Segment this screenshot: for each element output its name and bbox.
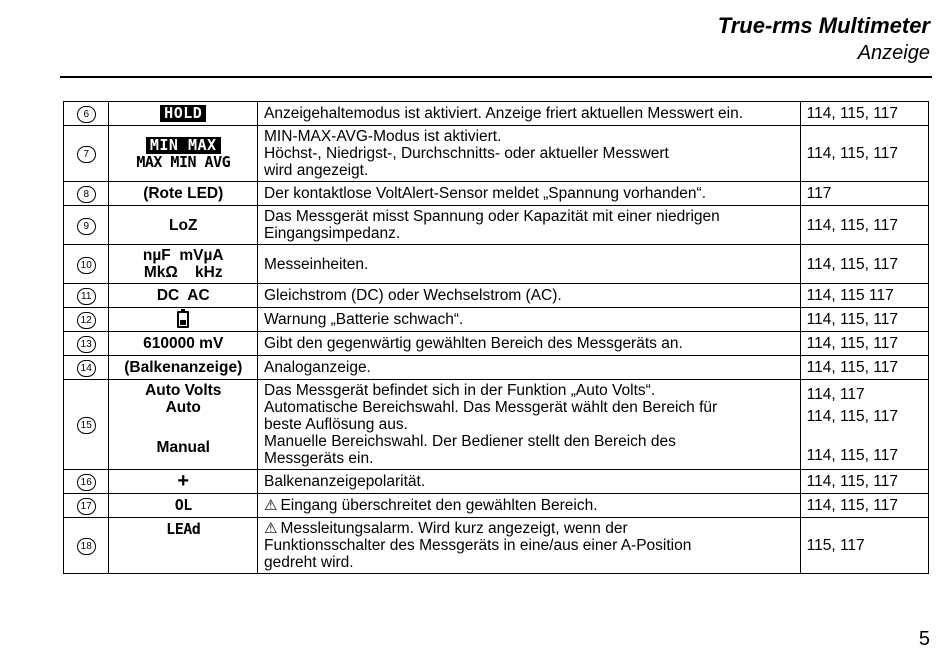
row-number: 18 — [77, 538, 96, 555]
desc-line: Das Messgerät befindet sich in der Funktion „Auto Volts“. — [264, 382, 656, 399]
row-number: 11 — [77, 288, 96, 305]
row-symbol — [109, 380, 258, 470]
row-models: 117 — [800, 182, 928, 206]
warning-icon: ⚠ — [264, 520, 278, 537]
row-description: Messeinheiten. — [258, 245, 801, 284]
maxminavg-symbol: MAX MIN AVG — [136, 152, 231, 171]
row-symbol: (Rote LED) — [109, 182, 258, 206]
row-description: Balkenanzeigepolarität. — [258, 470, 801, 494]
document-title: True-rms Multimeter — [717, 13, 930, 38]
table-row — [64, 494, 929, 518]
table-row — [64, 284, 929, 308]
header-rule — [60, 76, 932, 78]
page-number: 5 — [918, 628, 930, 650]
row-symbol: DC AC — [109, 284, 258, 308]
table-row — [64, 182, 929, 206]
row-number: 8 — [77, 186, 96, 203]
row-description: Gleichstrom (DC) oder Wechselstrom (AC). — [258, 284, 801, 308]
desc-line: Messgeräts ein. — [264, 450, 374, 467]
row-number: 14 — [77, 360, 96, 377]
row-models — [800, 380, 928, 470]
row-models: 115, 117 — [800, 518, 928, 574]
polarity-symbol: + — [177, 469, 190, 492]
desc-line: Das Messgerät misst Spannung oder Kapazität mit einer niedrigen — [264, 208, 720, 225]
units-line: MkΩ kHz — [143, 264, 223, 281]
row-description: Anzeigehaltemodus ist aktiviert. Anzeige friert aktuellen Messwert ein. — [258, 102, 801, 126]
table-row — [64, 332, 929, 356]
row-number: 12 — [77, 312, 96, 329]
desc-line: Automatische Bereichswahl. Das Messgerät wählt den Bereich für — [264, 399, 718, 416]
models-line: 114, 115, 117 — [806, 447, 898, 464]
table-row — [64, 206, 929, 245]
row-description — [258, 380, 801, 470]
row-models: 114, 115, 117 — [800, 470, 928, 494]
models-line: 114, 115, 117 — [806, 408, 898, 425]
table-row — [64, 380, 929, 470]
row-models: 114, 115 117 — [800, 284, 928, 308]
row-description: Warnung „Batterie schwach“. — [258, 308, 801, 332]
units-line: nµF mVµA — [142, 247, 224, 264]
row-number: 9 — [77, 218, 96, 235]
row-description: Der kontaktlose VoltAlert-Sensor meldet „Spannung vorhanden“. — [258, 182, 801, 206]
row-symbol: (Balkenanzeige) — [109, 356, 258, 380]
lead-symbol: LEAd — [166, 520, 201, 538]
row-description — [258, 518, 801, 574]
desc-line: gedreht wird. — [264, 554, 354, 571]
section-title: Anzeige — [857, 42, 930, 64]
table-row — [64, 102, 929, 126]
row-models: 114, 115, 117 — [800, 206, 928, 245]
table-row — [64, 470, 929, 494]
row-models: 114, 115, 117 — [800, 102, 928, 126]
row-models: 114, 115, 117 — [800, 126, 928, 182]
row-models: 114, 115, 117 — [800, 356, 928, 380]
symbol-line: Auto — [165, 399, 201, 416]
row-number: 16 — [77, 474, 96, 491]
desc-line: Funktionsschalter des Messgeräts in eine/aus einer A-Position — [264, 537, 692, 554]
row-symbol: LoZ — [109, 206, 258, 245]
row-description: Gibt den gegenwärtig gewählten Bereich des Messgeräts an. — [258, 332, 801, 356]
desc-line: Höchst-, Niedrigst-, Durchschnitts- oder aktueller Messwert — [264, 145, 669, 162]
desc-line: wird angezeigt. — [264, 162, 369, 179]
desc-line — [264, 520, 794, 537]
desc-line: MIN-MAX-AVG-Modus ist aktiviert. — [264, 128, 502, 145]
row-models: 114, 115, 117 — [800, 308, 928, 332]
row-number: 15 — [77, 417, 96, 434]
display-table — [63, 101, 929, 574]
desc-text: Messleitungsalarm. Wird kurz angezeigt, wenn der — [280, 520, 628, 537]
table-row — [64, 356, 929, 380]
row-symbol — [109, 245, 258, 284]
warning-icon: ⚠ — [264, 497, 278, 514]
row-description — [258, 206, 801, 245]
table-row — [64, 518, 929, 574]
row-models: 114, 115, 117 — [800, 332, 928, 356]
table-row — [64, 126, 929, 182]
row-models: 114, 115, 117 — [800, 245, 928, 284]
row-number: 7 — [77, 146, 96, 163]
symbol-line: Manual — [156, 439, 210, 456]
hold-symbol: HOLD — [160, 105, 206, 122]
minmax-symbol: MIN MAX — [146, 137, 221, 154]
row-number: 17 — [77, 498, 96, 515]
desc-line: Eingangsimpedanz. — [264, 225, 401, 242]
desc-line: Manuelle Bereichswahl. Der Bediener stellt den Bereich des — [264, 433, 676, 450]
row-number: 10 — [77, 257, 96, 274]
row-description: Analoganzeige. — [258, 356, 801, 380]
desc-line: beste Auflösung aus. — [264, 416, 408, 433]
row-symbol: 610000 mV — [109, 332, 258, 356]
row-number: 13 — [77, 336, 96, 353]
symbol-line: Auto Volts — [145, 382, 222, 399]
table-row — [64, 245, 929, 284]
row-models: 114, 115, 117 — [800, 494, 928, 518]
models-line: 114, 117 — [806, 386, 865, 403]
row-description — [258, 494, 801, 518]
battery-low-icon — [177, 311, 189, 328]
row-number: 6 — [77, 106, 96, 123]
overload-symbol: OL — [174, 496, 192, 514]
desc-text: Eingang überschreitet den gewählten Bereich. — [280, 497, 598, 514]
table-row — [64, 308, 929, 332]
page-header — [718, 12, 930, 66]
row-description — [258, 126, 801, 182]
